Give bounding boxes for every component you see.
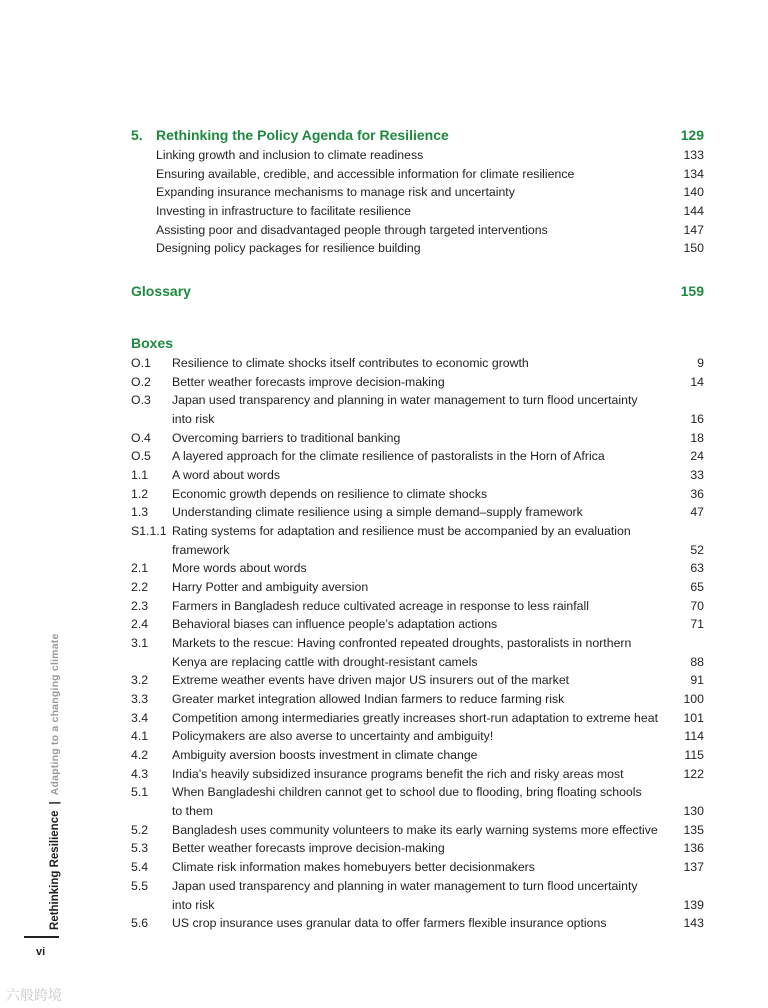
box-entry[interactable] <box>131 393 704 430</box>
section-title: Ensuring available, credible, and accessible information for climate resilience <box>156 167 575 181</box>
box-number: 1.2 <box>131 487 149 501</box>
box-title: Japan used transparency and planning in water management to turn flood uncertainty <box>172 393 638 407</box>
section-page: 134 <box>683 167 704 181</box>
box-title: Ambiguity aversion boosts investment in climate change <box>172 748 478 762</box>
box-entry[interactable] <box>131 692 704 710</box>
box-page: 63 <box>690 561 704 575</box>
box-entry[interactable] <box>131 617 704 635</box>
folio-rule <box>24 936 59 938</box>
book-subtitle: Adapting to a changing climate <box>49 633 61 796</box>
toc-section[interactable] <box>156 241 704 259</box>
toc-section[interactable] <box>156 223 704 241</box>
box-title: Policymakers are also averse to uncertainty and ambiguity! <box>172 729 494 743</box>
section-page: 140 <box>683 185 704 199</box>
box-number: 5.5 <box>131 879 149 893</box>
page-number: vi <box>36 946 46 958</box>
box-entry[interactable] <box>131 841 704 859</box>
box-title: Overcoming barriers to traditional banking <box>172 431 401 445</box>
box-page: 114 <box>684 729 704 743</box>
box-entry[interactable] <box>131 673 704 691</box>
box-title-continued: framework <box>172 543 230 557</box>
section-title: Assisting poor and disadvantaged people through targeted interventions <box>156 223 548 237</box>
box-title: Better weather forecasts improve decision-making <box>172 375 445 389</box>
box-number: 3.2 <box>131 673 149 687</box>
box-entry[interactable] <box>131 561 704 579</box>
box-entry[interactable] <box>131 729 704 747</box>
glossary-entry[interactable] <box>131 283 704 301</box>
box-entry[interactable] <box>131 636 704 673</box>
section-title: Investing in infrastructure to facilitate resilience <box>156 204 411 218</box>
box-number: 3.1 <box>131 636 149 650</box>
box-page: 71 <box>690 617 704 631</box>
box-title: Behavioral biases can influence people’s adaptation actions <box>172 617 498 631</box>
box-page: 135 <box>683 823 704 837</box>
box-number: 5.6 <box>131 916 149 930</box>
toc-section[interactable] <box>156 148 704 166</box>
box-entry[interactable] <box>131 487 704 505</box>
box-title: Economic growth depends on resilience to climate shocks <box>172 487 488 501</box>
box-title: When Bangladeshi children cannot get to school due to flooding, bring floating schools <box>172 785 642 799</box>
box-entry[interactable] <box>131 449 704 467</box>
running-header <box>49 634 61 931</box>
box-title-continued: into risk <box>172 412 215 426</box>
box-entry[interactable] <box>131 524 704 561</box>
box-page: 70 <box>690 599 704 613</box>
box-entry[interactable] <box>131 823 704 841</box>
box-entry[interactable] <box>131 860 704 878</box>
box-number: 4.3 <box>131 767 149 781</box>
section-page: 147 <box>683 223 704 237</box>
box-page: 36 <box>690 487 704 501</box>
box-page: 143 <box>683 916 704 930</box>
box-page: 65 <box>690 580 704 594</box>
box-entry[interactable] <box>131 711 704 729</box>
toc-section[interactable] <box>156 167 704 185</box>
toc-section[interactable] <box>156 204 704 222</box>
box-page: 91 <box>690 673 704 687</box>
box-entry[interactable] <box>131 785 704 822</box>
section-page: 144 <box>683 204 704 218</box>
box-title: India’s heavily subsidized insurance programs benefit the rich and risky areas most <box>172 767 624 781</box>
box-page: 88 <box>690 655 704 669</box>
box-title: Climate risk information makes homebuyers better decisionmakers <box>172 860 535 874</box>
section-page: 150 <box>683 241 704 255</box>
box-number: 2.2 <box>131 580 149 594</box>
box-page: 101 <box>683 711 704 725</box>
box-entry[interactable] <box>131 767 704 785</box>
glossary-title: Glossary <box>131 283 191 299</box>
box-title: Greater market integration allowed Indian farmers to reduce farming risk <box>172 692 565 706</box>
box-page: 100 <box>683 692 704 706</box>
box-page: 139 <box>683 898 704 912</box>
box-page: 115 <box>684 748 704 762</box>
box-title: Understanding climate resilience using a simple demand–supply framework <box>172 505 583 519</box>
box-number: 5.4 <box>131 860 149 874</box>
box-page: 136 <box>683 841 704 855</box>
box-number: 4.1 <box>131 729 149 743</box>
box-number: O.3 <box>131 393 151 407</box>
box-entry[interactable] <box>131 505 704 523</box>
box-page: 137 <box>683 860 704 874</box>
box-number: 5.1 <box>131 785 149 799</box>
box-title: Competition among intermediaries greatly increases short-run adaptation to extreme heat <box>172 711 658 725</box>
box-title: Markets to the rescue: Having confronted repeated droughts, pastoralists in northern <box>172 636 632 650</box>
box-entry[interactable] <box>131 879 704 916</box>
section-page: 133 <box>683 148 704 162</box>
box-title: Extreme weather events have driven major US insurers out of the market <box>172 673 570 687</box>
box-number: O.4 <box>131 431 151 445</box>
box-page: 16 <box>690 412 704 426</box>
box-page: 9 <box>697 356 704 370</box>
book-title: Rethinking Resilience <box>49 810 61 930</box>
chapter-number: 5. <box>131 127 143 143</box>
box-title-continued: Kenya are replacing cattle with drought-resistant camels <box>172 655 478 669</box>
box-page: 122 <box>683 767 704 781</box>
box-title-continued: into risk <box>172 898 215 912</box>
box-entry[interactable] <box>131 748 704 766</box>
box-title: Japan used transparency and planning in water management to turn flood uncertainty <box>172 879 638 893</box>
watermark-logo: 六般跨境 <box>6 987 62 1003</box>
section-title: Expanding insurance mechanisms to manage risk and uncertainty <box>156 185 515 199</box>
boxes-heading: Boxes <box>131 335 174 351</box>
box-page: 52 <box>690 543 704 557</box>
box-number: O.5 <box>131 449 151 463</box>
box-title-continued: to them <box>172 804 214 818</box>
box-number: S1.1.1 <box>131 524 167 538</box>
box-title: Resilience to climate shocks itself contributes to economic growth <box>172 356 529 370</box>
box-title: US crop insurance uses granular data to offer farmers flexible insurance options <box>172 916 607 930</box>
toc-section[interactable] <box>156 185 704 203</box>
box-number: 2.1 <box>131 561 149 575</box>
chapter-page: 129 <box>680 127 704 143</box>
box-number: 2.3 <box>131 599 149 613</box>
box-entry[interactable] <box>131 916 704 934</box>
box-number: 1.3 <box>131 505 149 519</box>
box-title: Farmers in Bangladesh reduce cultivated acreage in response to less rainfall <box>172 599 589 613</box>
section-title: Designing policy packages for resilience building <box>156 241 421 255</box>
box-page: 130 <box>683 804 704 818</box>
box-page: 47 <box>690 505 704 519</box>
box-page: 18 <box>690 431 704 445</box>
box-title: A word about words <box>172 468 280 482</box>
box-number: 1.1 <box>131 468 149 482</box>
box-number: 3.4 <box>131 711 149 725</box>
header-separator: | <box>49 801 61 805</box>
chapter-heading[interactable] <box>131 127 704 145</box>
box-number: O.2 <box>131 375 151 389</box>
chapter-title: Rethinking the Policy Agenda for Resilience <box>156 127 449 143</box>
box-entry[interactable] <box>131 599 704 617</box>
box-number: 5.3 <box>131 841 149 855</box>
box-title: Harry Potter and ambiguity aversion <box>172 580 369 594</box>
box-entry[interactable] <box>131 356 704 374</box>
box-title: Bangladesh uses community volunteers to make its early warning systems more effective <box>172 823 658 837</box>
box-number: 5.2 <box>131 823 149 837</box>
box-number: 2.4 <box>131 617 149 631</box>
box-entry[interactable] <box>131 375 704 393</box>
box-page: 24 <box>690 449 704 463</box>
box-page: 33 <box>690 468 704 482</box>
section-title: Linking growth and inclusion to climate readiness <box>156 148 424 162</box>
box-title: A layered approach for the climate resilience of pastoralists in the Horn of Africa <box>172 449 605 463</box>
box-number: O.1 <box>131 356 151 370</box>
box-title: More words about words <box>172 561 307 575</box>
box-title: Rating systems for adaptation and resilience must be accompanied by an evaluation <box>172 524 631 538</box>
box-page: 14 <box>690 375 704 389</box>
box-number: 3.3 <box>131 692 149 706</box>
box-title: Better weather forecasts improve decision-making <box>172 841 445 855</box>
box-entry[interactable] <box>131 468 704 486</box>
box-entry[interactable] <box>131 580 704 598</box>
glossary-page: 159 <box>680 283 704 299</box>
box-entry[interactable] <box>131 431 704 449</box>
box-number: 4.2 <box>131 748 149 762</box>
